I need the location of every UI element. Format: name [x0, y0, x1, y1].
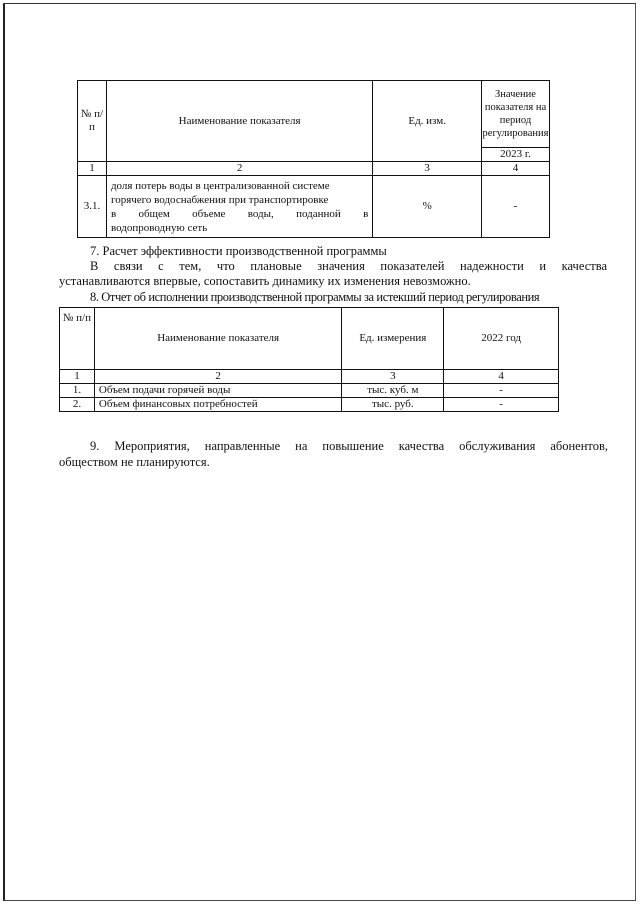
table-row — [60, 384, 559, 398]
index-cell-3: 3 — [373, 162, 482, 176]
index-cell-4: 4 — [481, 162, 549, 176]
header-name: Наименование показателя — [106, 81, 372, 162]
table-row — [60, 398, 559, 412]
header-year: 2022 год — [444, 308, 559, 370]
header-unit: Ед. измерения — [342, 308, 444, 370]
section-8-heading: 8. Отчет об исполнении производственной программы за истекший период регулирования — [90, 290, 540, 304]
index-cell-2: 2 — [106, 162, 372, 176]
header-name: Наименование показателя — [94, 308, 341, 370]
row-unit: % — [373, 176, 482, 238]
index-cell-1: 1 — [60, 370, 95, 384]
section-7-text-line2: устанавливаются впервые, сопоставить динамику их изменения невозможно. — [59, 274, 471, 288]
index-cell-3: 3 — [342, 370, 444, 384]
section-7-text-line1: В связи с тем, что плановые значения показателей надежности и качества — [90, 259, 607, 273]
index-cell-4: 4 — [444, 370, 559, 384]
row-name: доля потерь воды в централизованной системе горячего водоснабжения при транспортировке в общем объеме воды, поданной в водопроводную сеть — [106, 176, 372, 238]
row-num: 3.1. — [78, 176, 107, 238]
table-row — [78, 176, 550, 238]
report-table — [59, 307, 559, 412]
section-7-heading: 7. Расчет эффективности производственной программы — [90, 244, 387, 258]
row-unit: тыс. куб. м — [342, 384, 444, 398]
row-num: 1. — [60, 384, 95, 398]
row-value: - — [444, 384, 559, 398]
header-value: Значение показателя на период регулирования — [481, 81, 549, 148]
row-name: Объем финансовых потребностей — [94, 398, 341, 412]
index-cell-2: 2 — [94, 370, 341, 384]
indicators-table — [77, 80, 550, 238]
index-cell-1: 1 — [78, 162, 107, 176]
header-year: 2023 г. — [481, 148, 549, 162]
section-9-text-line2: обществом не планируются. — [59, 455, 210, 469]
header-unit: Ед. изм. — [373, 81, 482, 162]
header-num: № п/п — [60, 308, 95, 370]
row-value: - — [444, 398, 559, 412]
row-unit: тыс. руб. — [342, 398, 444, 412]
header-num: № п/п — [78, 81, 107, 162]
section-9-text-line1: 9. Мероприятия, направленные на повышение качества обслуживания абонентов, — [90, 439, 608, 453]
row-num: 2. — [60, 398, 95, 412]
row-value: - — [481, 176, 549, 238]
row-name: Объем подачи горячей воды — [94, 384, 341, 398]
